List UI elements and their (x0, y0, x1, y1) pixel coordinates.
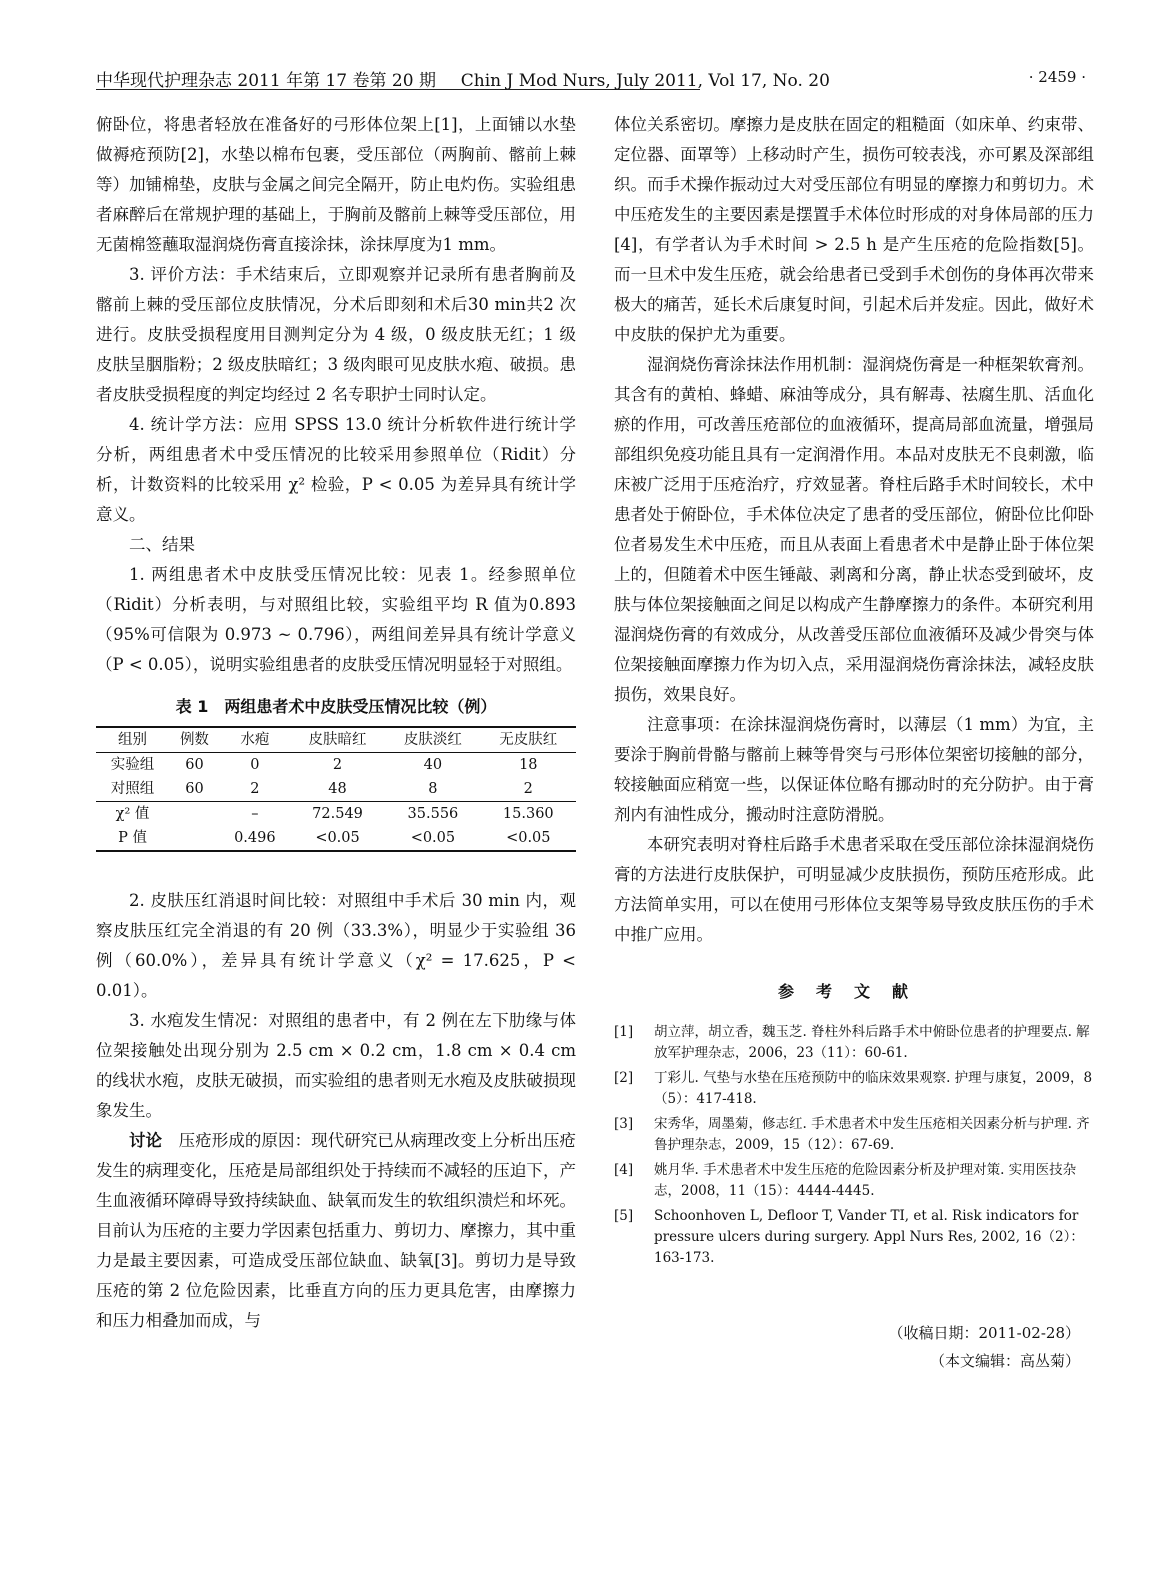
table-cell: 2 (250, 781, 260, 797)
reference-number: [4] (614, 1162, 634, 1178)
table-cell: 8 (428, 781, 438, 797)
running-header (96, 58, 1086, 92)
editor-note: （本文编辑：高丛菊） (929, 1352, 1080, 1370)
reference-item (614, 1068, 1094, 1110)
table-cell: <0.05 (410, 830, 456, 846)
table-header: 水疱 (240, 732, 270, 748)
reference-text: 姚月华. 手术患者术中发生压疮的危险因素分析及护理对策. 实用医技杂志，2008，11（15）：4444-4445. (654, 1162, 1077, 1199)
reference-number: [2] (614, 1070, 634, 1086)
paragraph: 4. 统计学方法：应用 SPSS 13.0 统计分析软件进行统计学分析，两组患者术中受压情况的比较采用参照单位（Ridit）分析，计数资料的比较采用 χ² 检验，P < 0.05 为差异具有统计学意义。 (96, 415, 576, 524)
header-rule (96, 89, 700, 90)
received-date: （收稿日期：2011-02-28） (888, 1324, 1080, 1342)
table-cell: 0 (250, 757, 260, 773)
table-cell: 48 (328, 781, 347, 797)
table-cell: <0.05 (315, 830, 360, 846)
table-cell: 0.496 (234, 830, 276, 846)
references-heading: 参考文献 (777, 982, 930, 1001)
table-title: 表 1 两组患者术中皮肤受压情况比较（例） (175, 697, 497, 716)
table-cell: 2 (332, 757, 343, 773)
table-cell: 60 (185, 757, 204, 773)
reference-text: 宋秀华，周墨菊，修志红. 手术患者术中发生压疮相关因素分析与护理. 齐鲁护理杂志，2009，15（12）：67-69. (654, 1116, 1090, 1153)
paragraph (96, 1126, 576, 1336)
reference-item (614, 1114, 1094, 1156)
table-cell: 18 (519, 757, 538, 773)
table-cell: 72.549 (290, 802, 385, 827)
table-header: 皮肤暗红 (308, 732, 367, 748)
page-number: · 2459 · (1028, 68, 1086, 86)
table-cell: 实验组 (110, 757, 155, 773)
journal-title-cn: 中华现代护理杂志 2011 年第 17 卷第 20 期 (96, 71, 436, 91)
table-cell: 2 (523, 781, 533, 797)
table-cell: P 值 (118, 830, 147, 846)
table-header: 无皮肤红 (499, 732, 558, 748)
table-cell: 15.360 (481, 802, 576, 827)
reference-number: [1] (614, 1024, 634, 1040)
reference-item (614, 1022, 1094, 1064)
table-header: 组别 (118, 732, 148, 748)
paragraph: 3. 评价方法：手术结束后，立即观察并记录所有患者胸前及髂前上棘的受压部位皮肤情况，分术后即刻和术后30 min共2 次进行。皮肤受损程度用目测判定分为 4 级，0 级皮肤无红；1 级皮肤呈胭脂粉；2 级皮肤暗红；3 级肉眼可见皮肤水疱、破损。患者皮肤受损程度的判定均经过 2 名专职护士同时认定。 (96, 265, 576, 404)
reference-text: 胡立萍，胡立香，魏玉芝. 脊柱外科后路手术中俯卧位患者的护理要点. 解放军护理杂志，2006，23（11）：60-61. (654, 1024, 1090, 1061)
table-row (96, 826, 576, 851)
paragraph: 注意事项：在涂抹湿润烧伤膏时，以薄层（1 mm）为宜，主要涂于胸前骨骼与髂前上棘等骨突与弓形体位架密切接触的部分，较接触面应稍宽一些，以保证体位略有挪动时的充分防护。由于膏剂内有油性成分，搬动时注意防滑脱。 (614, 715, 1094, 824)
reference-text: 丁彩儿. 气垫与水垫在压疮预防中的临床效果观察. 护理与康复，2009，8（5）：417-418. (654, 1070, 1093, 1107)
paragraph: 湿润烧伤膏涂抹法作用机制：湿润烧伤膏是一种框架软膏剂。其含有的黄柏、蜂蜡、麻油等成分，具有解毒、祛腐生肌、活血化瘀的作用，可改善压疮部位的血液循环，提高局部血流量，增强局部组织免疫功能且具有一定润滑作用。本品对皮肤无不良刺激，临床被广泛用于压疮治疗，疗效显著。脊柱后路手术时间较长，术中患者处于俯卧位，手术体位决定了患者的受压部位，俯卧位比仰卧位者易发生术中压疮，而且从表面上看患者术中是静止卧于体位架上的，但随着术中医生锤敲、剥离和分离，静止状态受到破坏，皮肤与体位架接触面之间足以构成产生静摩擦力的条件。本研究利用湿润烧伤膏的有效成分，从改善受压部位血液循环及减少骨突与体位架接触面摩擦力作为切入点，采用湿润烧伤膏涂抹法，减轻皮肤损伤，效果良好。 (614, 355, 1094, 704)
table-cell: 35.556 (385, 802, 480, 827)
paragraph: 2. 皮肤压红消退时间比较：对照组中手术后 30 min 内，观察皮肤压红完全消退的有 20 例（33.3%），明显少于实验组 36 例（60.0%），差异具有统计学意义（χ² = 17.625，P < 0.01）。 (96, 891, 576, 1000)
journal-title-en: Chin J Mod Nurs, July 2011, Vol 17, No. 20 (460, 71, 830, 91)
table-cell: <0.05 (506, 830, 551, 846)
reference-text: Schoonhoven L, Defloor T, Vander TI, et al. Risk indicators for pressure ulcers during surgery. Appl Nurs Res, 2002, 16（2）：163-173. (654, 1208, 1084, 1266)
right-column (614, 110, 1094, 1375)
reference-number: [3] (614, 1116, 634, 1132)
results-table (96, 726, 576, 852)
table-row (96, 753, 576, 778)
paragraph: 本研究表明对脊柱后路手术患者采取在受压部位涂抹湿润烧伤膏的方法进行皮肤保护，可明显减少皮肤损伤，预防压疮形成。此方法简单实用，可以在使用弓形体位支架等易导致皮肤压伤的手术中推广应用。 (614, 835, 1094, 944)
discussion-label: 讨论 (129, 1131, 163, 1150)
reference-item (614, 1206, 1094, 1269)
table-cell: χ² 值 (96, 802, 169, 827)
table-cell: 40 (423, 757, 443, 773)
table-header-row (96, 727, 576, 753)
reference-item (614, 1160, 1094, 1202)
discussion-text: 压疮形成的原因：现代研究已从病理改变上分析出压疮发生的病理变化，压疮是局部组织处于持续而不减轻的压迫下，产生血液循环障碍导致持续缺血、缺氧而发生的软组织溃烂和坏死。目前认为压疮的主要力学因素包括重力、剪切力、摩擦力，其中重力是最主要因素，可造成受压部位缺血、缺氧[3]。剪切力是导致压疮的第 2 位危险因素，比垂直方向的压力更具危害，由摩擦力和压力相叠加而成，与 (96, 1131, 577, 1330)
table-row (96, 802, 576, 827)
table-row (96, 777, 576, 802)
paragraph: 体位关系密切。摩擦力是皮肤在固定的粗糙面（如床单、约束带、定位器、面罩等）上移动时产生，损伤可较表浅，亦可累及深部组织。而手术操作振动过大对受压部位有明显的摩擦力和剪切力。术中压疮发生的主要因素是摆置手术体位时形成的对身体局部的压力[4]，有学者认为手术时间 > 2.5 h 是产生压疮的危险指数[5]。而一旦术中发生压疮，就会给患者已受到手术创伤的身体再次带来极大的痛苦，延长术后康复时间，引起术后并发症。因此，做好术中皮肤的保护尤为重要。 (614, 115, 1094, 344)
journal-header (96, 66, 830, 91)
reference-number: [5] (614, 1208, 634, 1224)
table-cell: 对照组 (110, 781, 155, 797)
paragraph: 俯卧位，将患者轻放在准备好的弓形体位架上[1]，上面铺以水垫做褥疮预防[2]，水垫以棉布包裹，受压部位（两胸前、髂前上棘等）加铺棉垫，皮肤与金属之间完全隔开，防止电灼伤。实验组患者麻醉后在常规护理的基础上，于胸前及髂前上棘等受压部位，用无菌棉签蘸取湿润烧伤膏直接涂抹，涂抹厚度为1 mm。 (96, 115, 576, 254)
table-cell (169, 802, 220, 827)
table-cell: 60 (185, 781, 204, 797)
table-header: 皮肤淡红 (403, 732, 462, 748)
paragraph: 1. 两组患者术中皮肤受压情况比较：见表 1。经参照单位（Ridit）分析表明，与对照组比较，实验组平均 R 值为0.893（95%可信限为 0.973 ~ 0.796），两组间差异具有统计学意义（P < 0.05），说明实验组患者的皮肤受压情况明显轻于对照组。 (96, 565, 576, 674)
reference-list (614, 1022, 1094, 1269)
section-heading: 二、结果 (129, 535, 195, 554)
table-header: 例数 (179, 732, 209, 748)
paragraph: 3. 水疱发生情况：对照组的患者中，有 2 例在左下肋缘与体位架接触处出现分别为 2.5 cm × 0.2 cm，1.8 cm × 0.4 cm 的线状水疱，皮肤无破损，而实验组的患者则无水疱及皮肤破损现象发生。 (96, 1011, 576, 1120)
left-column (96, 110, 576, 1336)
table-cell: – (220, 802, 290, 827)
table-cell (169, 826, 220, 851)
